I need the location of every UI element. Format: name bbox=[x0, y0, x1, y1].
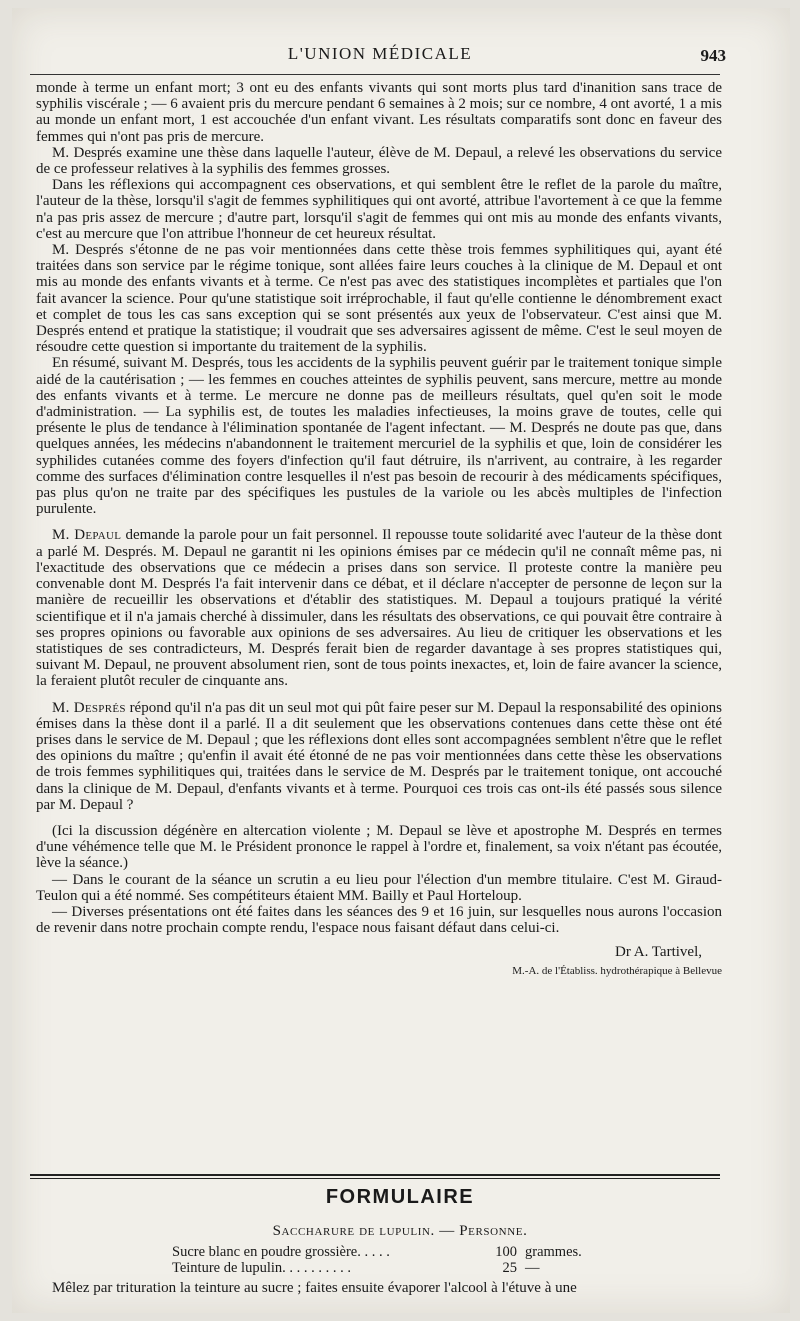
ingredient-row bbox=[172, 1244, 582, 1260]
ingredient-unit: — bbox=[525, 1260, 540, 1276]
paragraph-9: — Dans le courant de la séance un scrutin a eu lieu pour l'élection d'un membre titulaire. C'est M. Giraud-Teulon qui a été nommé. Ses compétiteurs étaient MM. Bailly et Paul Horteloup. bbox=[36, 871, 722, 904]
paragraph-5: En résumé, suivant M. Després, tous les accidents de la syphilis peuvent guérir par le traitement tonique simple aidé de la cautérisation ; — les femmes en couches atteintes de syphilis peuvent, sans mercure, mettre au monde des enfants vivants et à terme. Le mercure ne donne pas de meilleurs résultats, quel qu'en soit le mode d'administration. — La syphilis est, de toutes les maladies infectieuses, la moins grave de toutes, celle qui présente le plus de tendance à l'élimination spontanée de l'agent infectant. — M. Després ne doute pas que, dans quelques années, les médecins n'abandonnent le traitement mercuriel de la syphilis et que, loin de considérer les syphilides cutanées comme des foyers d'infection qu'il faut détruire, ils n'arrivent, au contraire, à les regarder comme des surfaces d'élimination contre lesquelles il n'est pas besoin de recourir à des médicaments spécifiques, pas plus qu'on ne traite par des spécifiques les pustules de la variole ou les abcès multiples de l'infection purulente. bbox=[36, 355, 722, 518]
paragraph-6 bbox=[36, 527, 722, 689]
signature-name: Dr A. Tartivel, bbox=[615, 944, 702, 961]
section-rule-thin bbox=[30, 1178, 720, 1179]
paragraph-1: monde à terme un enfant mort; 3 ont eu des enfants vivants qui sont morts plus tard d'inanition sans trace de syphilis viscérale ; — 6 avaient pris du mercure pendant 6 semaines à 2 mois; sur ce nombre, 4 ont avorté, 1 a mis au monde un enfant mort, 1 est accouchée d'un enfant vivant. Les résultats comparatifs sont donc en faveur des femmes qui n'ont pas pris de mercure. bbox=[36, 80, 722, 145]
header-rule bbox=[30, 74, 720, 75]
formulaire-heading: FORMULAIRE bbox=[325, 1186, 475, 1208]
ingredient-row bbox=[172, 1260, 582, 1276]
running-title: L'UNION MÉDICALE bbox=[287, 44, 473, 63]
paragraph-4: M. Després s'étonne de ne pas voir mentionnées dans cette thèse trois femmes syphilitiques qui, ayant été traitées dans son service par le régime tonique, sont allées faire leurs couches à la clinique de M. Depaul et ont mis au monde des enfants vivants et à terme. Ce n'est pas avec des statistiques incomplètes et partiales que l'on fait avancer la science. Pour qu'une statistique soit irréprochable, il faut qu'elle contienne le dénombrement exact et complet de tous les cas sans exception qui se sont présentés aux yeux de l'observateur. C'est ainsi que M. Després entend et pratique la statistique; il voudrait que ses adversaires agissent de même. C'est le seul moyen de résoudre cette question si importante du traitement de la syphilis. bbox=[36, 242, 722, 356]
paragraph-10: — Diverses présentations ont été faites dans les séances des 9 et 16 juin, sur lesquelles nous aurons l'occasion de revenir dans notre prochain compte rendu, l'espace nous faisant défaut dans celui-ci. bbox=[36, 903, 722, 937]
recipe-instructions: Mêlez par trituration la teinture au sucre ; faites ensuite évaporer l'alcool à l'étuve à une bbox=[52, 1280, 577, 1296]
speaker-despres: M. Després bbox=[52, 699, 126, 716]
page-number: 943 bbox=[700, 46, 726, 65]
ingredient-name: Sucre blanc en poudre grossière. . . . . bbox=[172, 1244, 390, 1260]
paragraph-7-text: répond qu'il n'a pas dit un seul mot qui pût faire peser sur M. Depaul la responsabilité des opinions émises dans la thèse dont il a parlé. Il a dit seulement que les observations contenues dans cette thèse ont été prises dans le service de M. Depaul ; que les réflexions dont elles sont accompagnées semblent n'être que le reflet des opinions du maître ; qu'enfin il avait été étonné de ne pas voir mentionnées dans cette thèse les observations de trois femmes syphilitiques qui, traitées dans le service de M. Després par le traitement tonique, ont accouché dans la clinique de M. Depaul, d'enfants vivants et à terme. Pourquoi ces trois cas ont-ils été passés sous silence par M. Depaul ? bbox=[36, 699, 722, 813]
recipe-title: Saccharure de lupulin. — Personne. bbox=[272, 1223, 528, 1239]
ingredient-quantity: 100 bbox=[495, 1244, 517, 1260]
ingredient-quantity: 25 bbox=[502, 1260, 517, 1276]
paragraph-2: M. Després examine une thèse dans laquelle l'auteur, élève de M. Depaul, a relevé les observations du service de ce professeur relatives à la syphilis des femmes grosses. bbox=[36, 144, 722, 178]
speaker-depaul: M. Depaul bbox=[52, 527, 122, 544]
paragraph-3: Dans les réflexions qui accompagnent ces observations, et qui semblent être le reflet de la parole du maître, l'auteur de la thèse, lorsqu'il s'agit de femmes syphilitiques qui ont avorté, attribue l'avortement à ce que la femme n'a pas pris assez de mercure ; d'autre part, lorsqu'il s'agit de femmes qui ont mis au monde des enfants vivants, c'est au mercure que l'on attribue l'honneur de cet heureux résultat. bbox=[36, 177, 722, 242]
paragraph-6-text: demande la parole pour un fait personnel. Il repousse toute solidarité avec l'auteur de la thèse dont a parlé M. Després. M. Depaul ne garantit ni les opinions émises par ce médecin qu'il ne connaît même pas, ni l'exactitude des observations que ce médecin a prises dans son service. Il proteste contre la manière peu convenable dont M. Després l'a fait intervenir dans ce débat, et il déclare n'accepter de personne de leçon sur la manière de recueillir les observations et d'établir des statistiques. M. Depaul a toujours pratiqué la vérité scientifique et il n'a jamais cherché à dissimuler, dans les résultats des observations, ce qui pouvait être contraire à ses propres opinions ou favorable aux opinions de ses adversaires. Au lieu de critiquer les observations et les statistiques de ses contradicteurs, M. Després ferait bien de regarder davantage à ses propres statistiques qui, suivant M. Depaul, ne prouvent absolument rien, sont de tous points inexactes, et, loin de faire avancer la science, la feraient plutôt reculer de cinquante ans. bbox=[36, 527, 722, 690]
ingredient-name: Teinture de lupulin. . . . . . . . . . bbox=[172, 1260, 351, 1276]
section-rule-thick bbox=[30, 1174, 720, 1176]
ingredient-unit: grammes. bbox=[525, 1244, 582, 1260]
paragraph-8: (Ici la discussion dégénère en altercation violente ; M. Depaul se lève et apostrophe M. Després en termes d'une véhémence telle que M. le Président prononce le rappel à l'ordre et, finalement, sa voix n'étant pas écoutée, lève la séance.) bbox=[36, 822, 722, 872]
article-body bbox=[36, 80, 722, 979]
signature-title: M.-A. de l'Établiss. hydrothérapique à Bellevue bbox=[512, 964, 722, 977]
paragraph-7 bbox=[36, 700, 722, 813]
recipe-ingredients bbox=[172, 1244, 582, 1276]
page-header bbox=[30, 38, 730, 72]
